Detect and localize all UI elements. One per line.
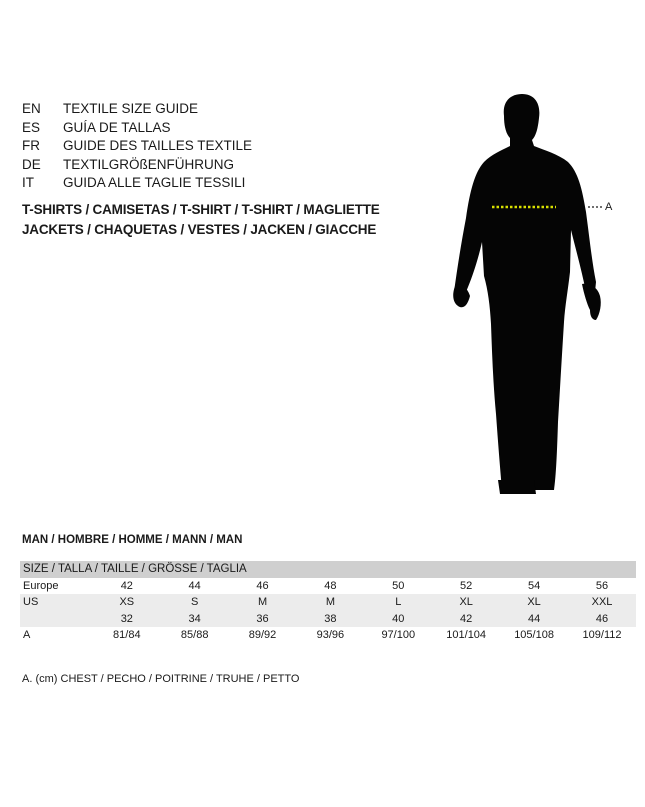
man-silhouette-figure: [440, 92, 615, 497]
table-cell: 48: [324, 579, 337, 592]
table-cell: 105/108: [514, 629, 554, 642]
table-cell: 54: [527, 579, 541, 592]
guide-title-de: [22, 156, 252, 175]
guide-title-fr: [22, 137, 252, 156]
table-cell: XS: [93, 594, 161, 611]
table-cell: 44: [500, 611, 568, 628]
table-row-us-numeric: [20, 611, 636, 628]
table-row-us: [20, 594, 636, 611]
language-code: DE: [22, 156, 41, 172]
guide-title-text: GUIDE DES TAILLES TEXTILE: [63, 138, 253, 154]
guide-title-list: [22, 100, 252, 193]
guide-title-text: TEXTILGRÖßENFÜHRUNG: [63, 156, 235, 172]
guide-title-text: TEXTILE SIZE GUIDE: [63, 101, 199, 116]
table-row-chest: [20, 627, 636, 644]
guide-title-en: [22, 100, 252, 119]
guide-title-es: [22, 119, 252, 138]
table-cell: 46: [568, 611, 636, 628]
table-cell: 34: [161, 611, 229, 628]
language-code: IT: [22, 175, 34, 191]
table-cell: 50: [392, 579, 405, 592]
guide-title-text: GUIDA ALLE TAGLIE TESSILI: [63, 175, 246, 191]
table-cell: 56: [595, 579, 609, 592]
section-title: MAN / HOMBRE / HOMME / MANN / MAN: [22, 534, 243, 546]
guide-title-it: [22, 174, 252, 193]
table-cell: XL: [500, 594, 568, 611]
table-cell: 32: [93, 611, 161, 628]
guide-title-text: GUÍA DE TALLAS: [63, 119, 171, 135]
table-header: SIZE / TALLA / TAILLE / GRÖSSE / TAGLIA: [20, 561, 636, 578]
table-cell: 85/88: [180, 629, 209, 642]
table-cell: 42: [120, 579, 133, 592]
row-label: [20, 611, 93, 628]
table-row-europe: [20, 578, 636, 595]
language-code: FR: [22, 138, 40, 154]
row-label: Europe: [23, 579, 59, 592]
garment-categories: [22, 200, 380, 239]
table-header-row: [20, 561, 636, 578]
table-cell: XXL: [568, 594, 636, 611]
row-label: A: [23, 629, 31, 642]
table-cell: S: [161, 594, 229, 611]
table-cell: 109/112: [582, 629, 622, 642]
table-cell: 38: [296, 611, 364, 628]
table-cell: 97/100: [381, 629, 416, 642]
measurement-footnote: A. (cm) CHEST / PECHO / POITRINE / TRUHE / PETTO: [22, 673, 300, 685]
table-cell: L: [364, 594, 432, 611]
row-label: US: [20, 594, 93, 611]
table-cell: M: [296, 594, 364, 611]
size-chart-table: [20, 561, 636, 644]
table-cell: 36: [229, 611, 297, 628]
table-cell: 40: [364, 611, 432, 628]
category-line-jackets: JACKETS / CHAQUETAS / VESTES / JACKEN / GIACCHE: [22, 221, 377, 237]
table-cell: 46: [256, 579, 269, 592]
table-cell: 44: [188, 579, 201, 592]
language-code: ES: [22, 119, 41, 135]
table-cell: 89/92: [248, 629, 277, 642]
language-code: EN: [22, 101, 41, 116]
table-cell: 93/96: [316, 629, 345, 642]
table-cell: 81/84: [113, 629, 141, 642]
table-cell: 101/104: [446, 629, 487, 642]
chest-marker-label: A: [605, 201, 613, 213]
table-cell: 42: [432, 611, 500, 628]
table-cell: 52: [460, 579, 473, 592]
table-cell: M: [229, 594, 297, 611]
category-line-tshirts: T-SHIRTS / CAMISETAS / T-SHIRT / T-SHIRT / MAGLIETTE: [22, 202, 380, 217]
table-cell: XL: [432, 594, 500, 611]
